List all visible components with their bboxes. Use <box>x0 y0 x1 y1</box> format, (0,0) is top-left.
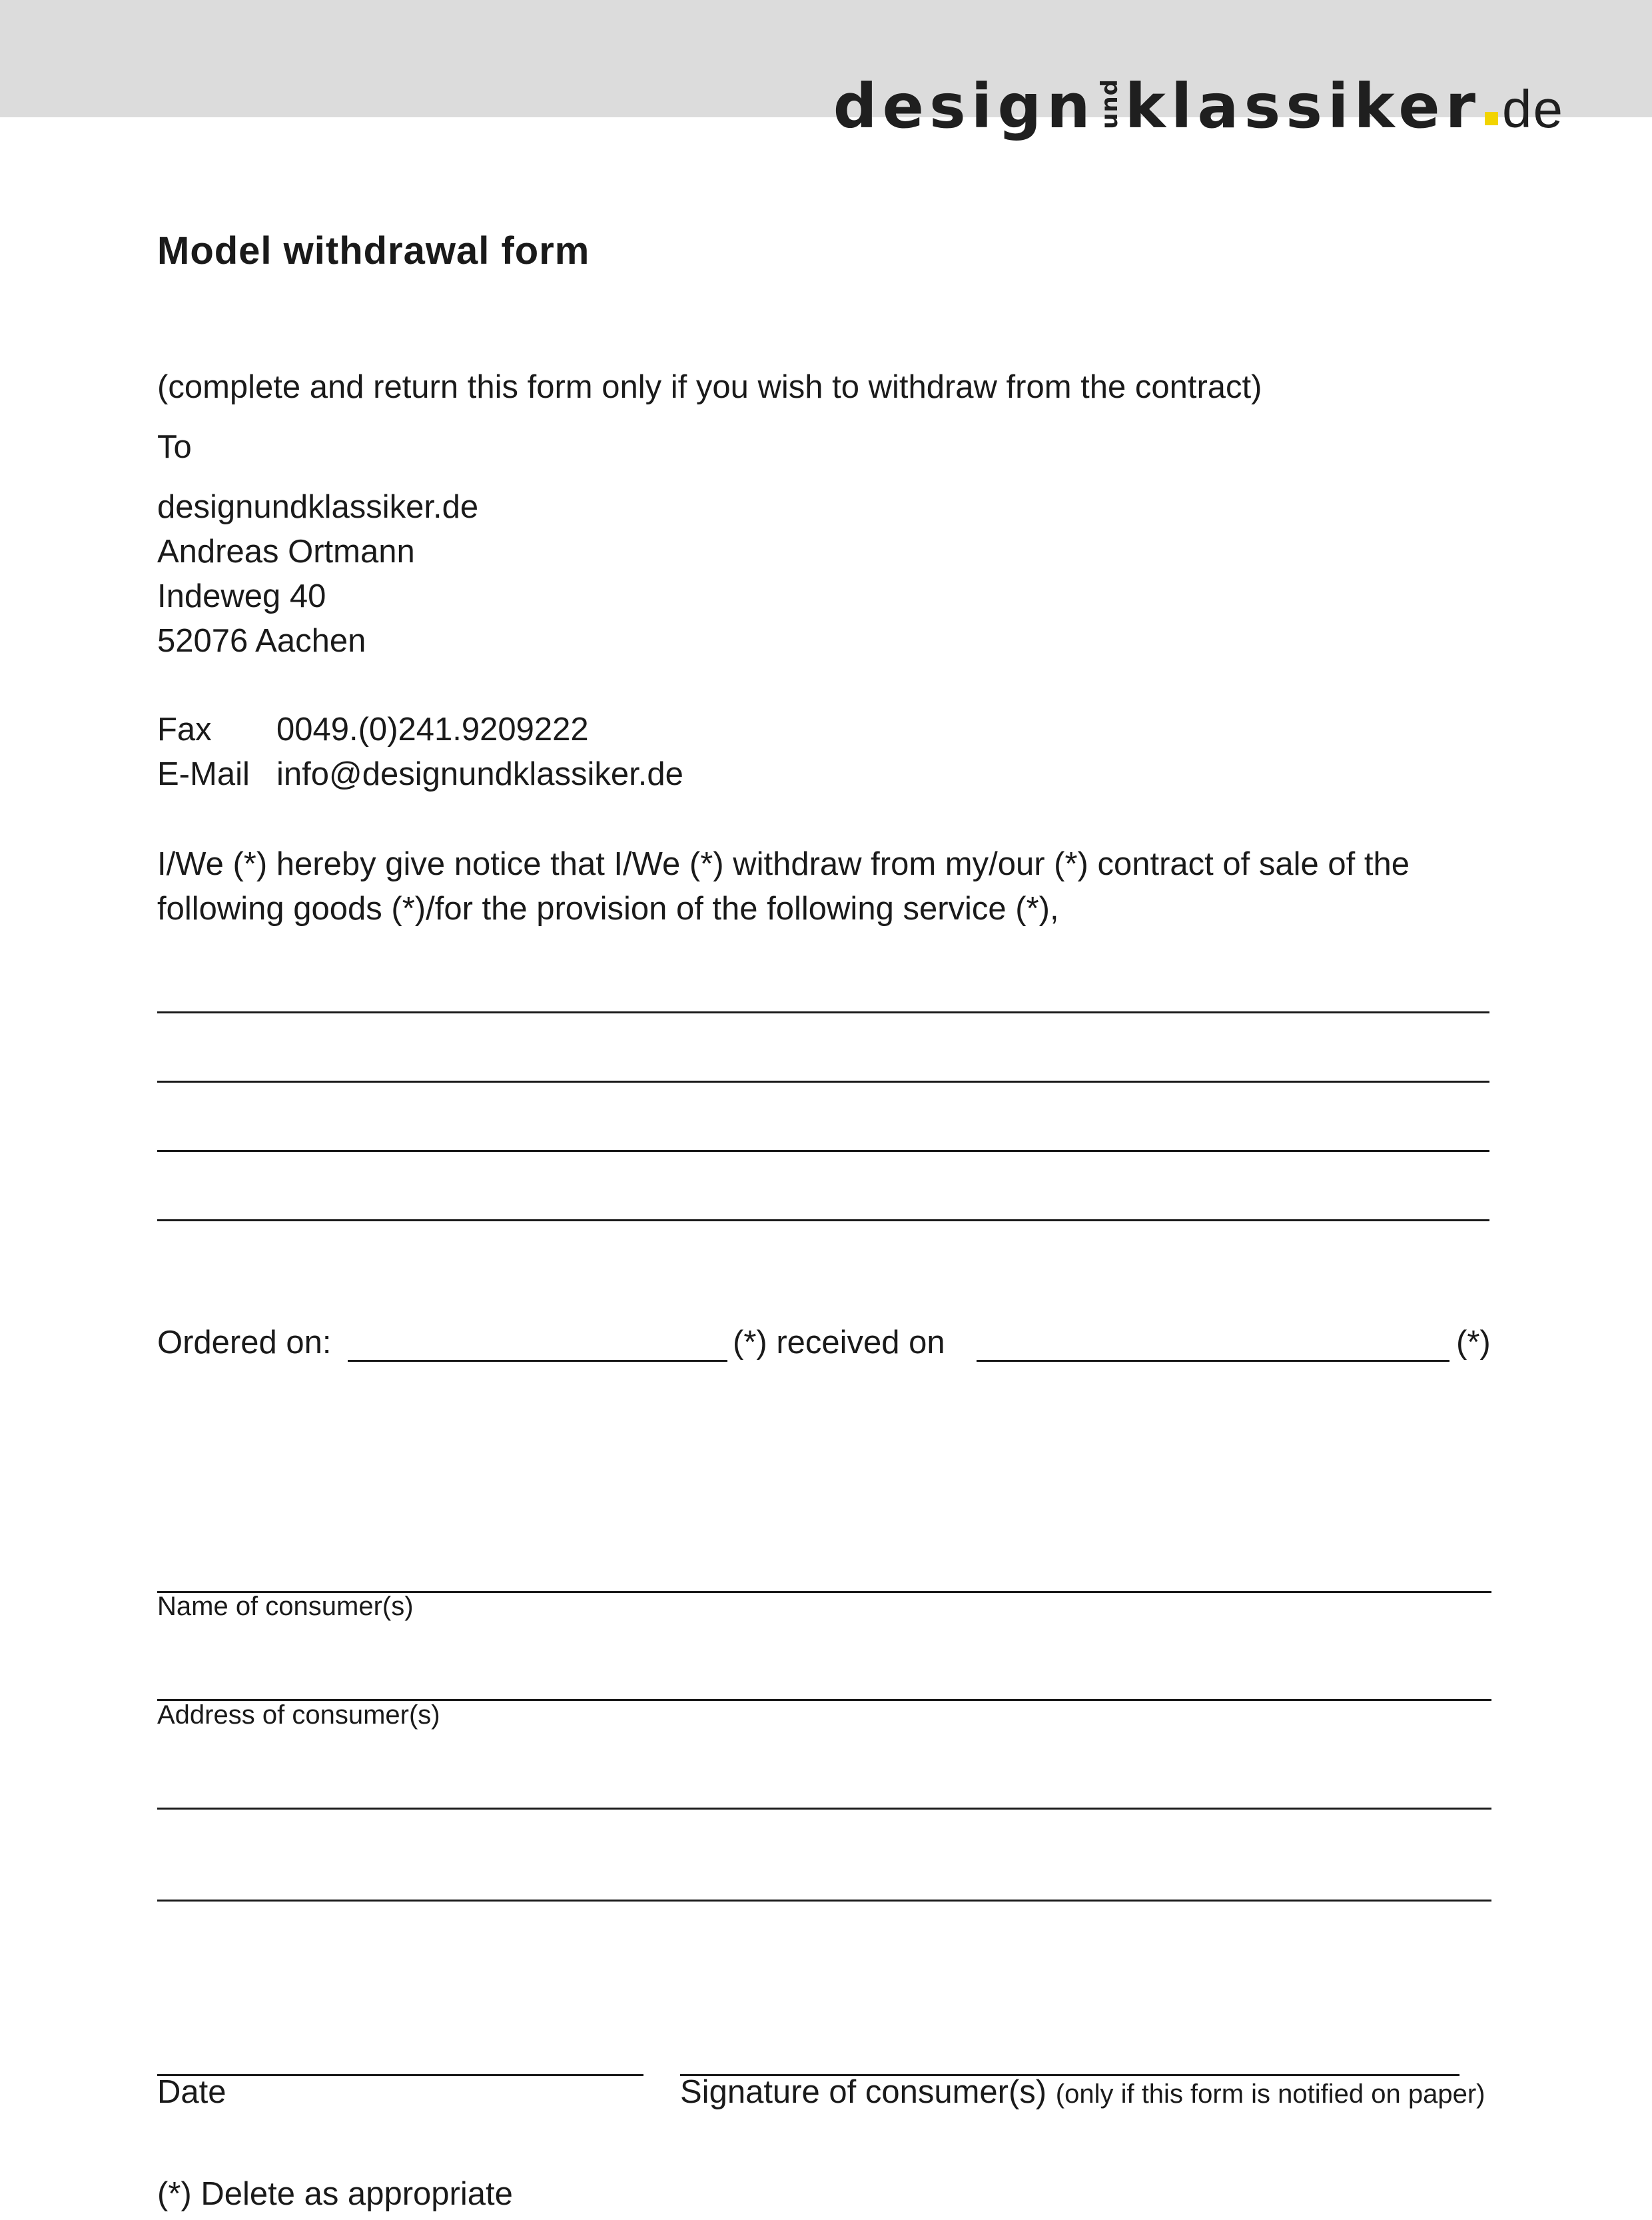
email-label: E-Mail <box>157 756 250 792</box>
brand-logo <box>833 64 1564 142</box>
goods-entry-line[interactable] <box>157 1219 1489 1221</box>
to-label: To <box>157 429 192 465</box>
ordered-on-field[interactable] <box>348 1360 727 1362</box>
date-label: Date <box>157 2074 226 2110</box>
recipient-line: designundklassiker.de <box>157 489 479 525</box>
notice-line-2: following goods (*)/for the provision of the following service (*), <box>157 891 1059 927</box>
consumer-address-label: Address of consumer(s) <box>157 1700 440 1730</box>
recipient-line: Andreas Ortmann <box>157 534 415 570</box>
logo-und: und <box>1096 79 1123 129</box>
footnote: (*) Delete as appropriate <box>157 2176 513 2212</box>
logo-klassiker: klassiker <box>1124 71 1481 142</box>
goods-entry-line[interactable] <box>157 1011 1489 1013</box>
page-title: Model withdrawal form <box>157 229 590 273</box>
received-footnote-mark: (*) <box>1456 1325 1491 1361</box>
signature-note: (only if this form is notified on paper) <box>1055 2079 1485 2109</box>
ordered-on-label: Ordered on: <box>157 1325 332 1361</box>
goods-entry-line[interactable] <box>157 1150 1489 1152</box>
logo-tld: de <box>1502 79 1564 139</box>
logo-design: design <box>833 71 1096 142</box>
fax-label: Fax <box>157 712 212 748</box>
consumer-address-line[interactable] <box>157 1900 1491 1902</box>
recipient-line: Indeweg 40 <box>157 578 326 614</box>
email-value: info@designundklassiker.de <box>276 756 683 792</box>
consumer-name-label: Name of consumer(s) <box>157 1592 414 1621</box>
recipient-line: 52076 Aachen <box>157 623 366 659</box>
signature-label <box>680 2070 1485 2117</box>
logo-yellow-dot <box>1485 112 1498 125</box>
fax-value: 0049.(0)241.9209222 <box>276 712 589 748</box>
notice-line-1: I/We (*) hereby give notice that I/We (*) withdraw from my/our (*) contract of sale of the <box>157 846 1410 882</box>
instruction-text: (complete and return this form only if you wish to withdraw from the contract) <box>157 369 1262 405</box>
consumer-address-line[interactable] <box>157 1808 1491 1810</box>
goods-entry-line[interactable] <box>157 1081 1489 1083</box>
received-on-field[interactable] <box>977 1360 1449 1362</box>
received-on-label: (*) received on <box>733 1325 945 1361</box>
signature-label-text: Signature of consumer(s) <box>680 2074 1047 2110</box>
date-field[interactable] <box>157 2074 643 2076</box>
